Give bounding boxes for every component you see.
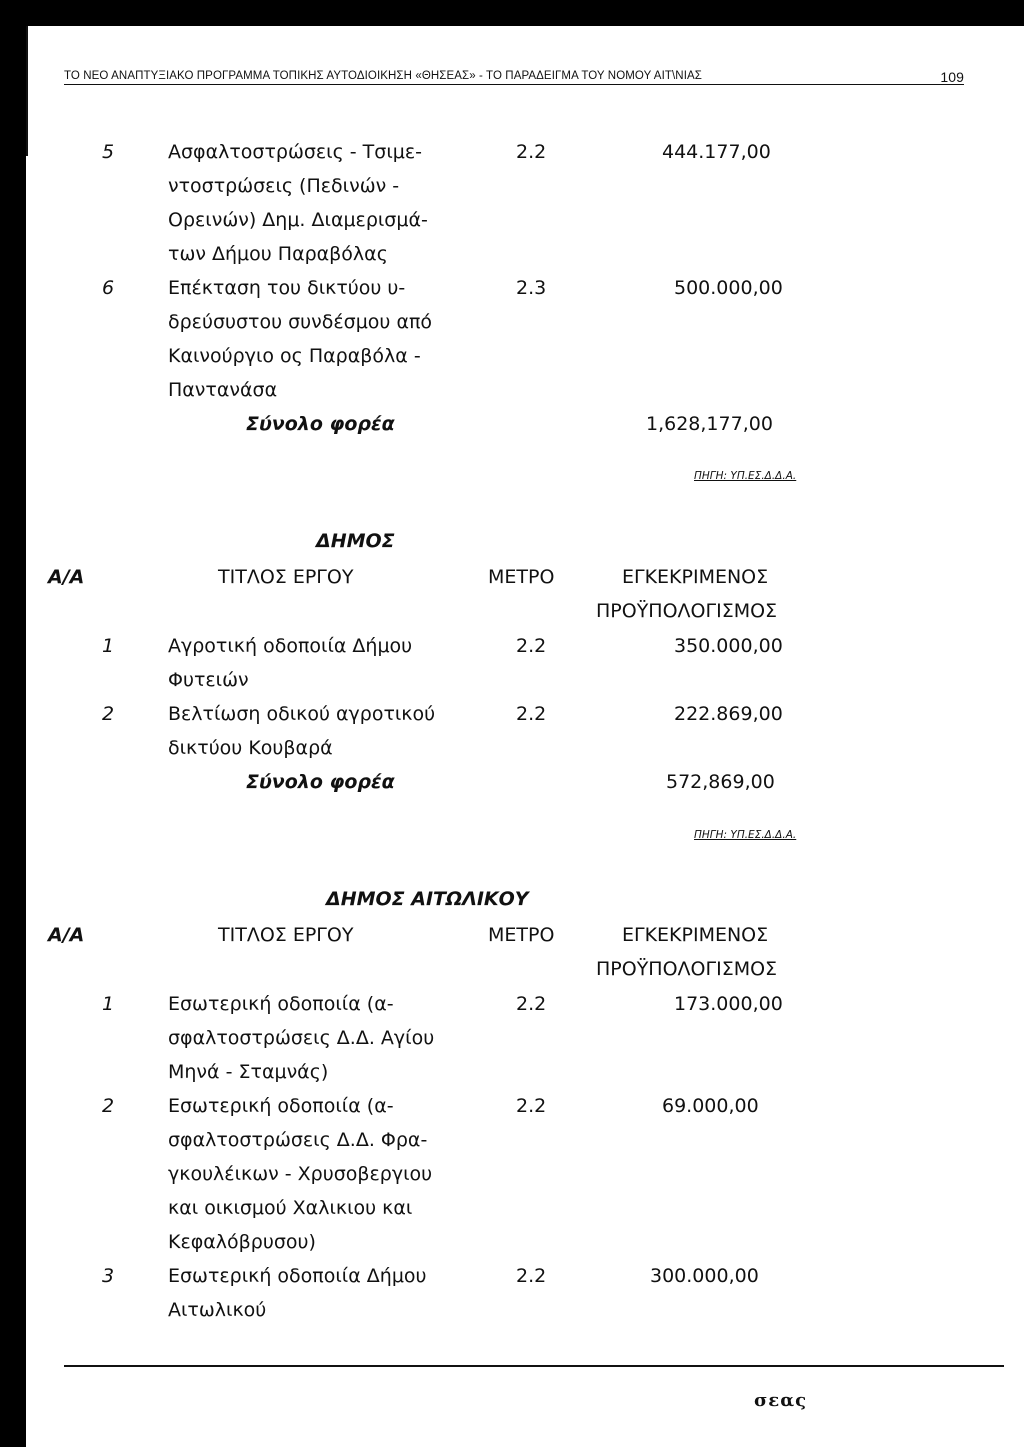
project-title-line: Ασφαλτοστρώσεις - Τσιμε- bbox=[168, 141, 422, 163]
row-number: 2 bbox=[102, 703, 115, 725]
metro-value: 2.2 bbox=[516, 141, 547, 163]
total-label: Σύνολο φορέα bbox=[246, 413, 395, 435]
project-title-line: Παντανάσα bbox=[168, 379, 278, 401]
row-number: 1 bbox=[102, 993, 115, 1015]
margin-rule bbox=[26, 26, 28, 156]
project-title-line: Βελτίωση οδικού αγροτικού bbox=[168, 703, 436, 725]
column-header-title: ΤΙΤΛΟΣ ΕΡΓΟΥ bbox=[218, 924, 354, 946]
column-header-title: ΤΙΤΛΟΣ ΕΡΓΟΥ bbox=[218, 566, 354, 588]
metro-value: 2.2 bbox=[516, 635, 547, 657]
column-header-aa: Α/Α bbox=[48, 924, 85, 946]
budget-amount: 350.000,00 bbox=[674, 635, 783, 657]
source-note: ΠΗΓΗ: ΥΠ.ΕΣ.Δ.Δ.Α. bbox=[694, 829, 797, 841]
project-title-line: γκουλέικων - Χρυσοβεργιου bbox=[168, 1163, 433, 1185]
project-title-line: και οικισμού Χαλικιου και bbox=[168, 1197, 413, 1219]
row-number: 2 bbox=[102, 1095, 115, 1117]
total-label: Σύνολο φορέα bbox=[246, 771, 395, 793]
metro-value: 2.3 bbox=[516, 277, 547, 299]
column-header-budget-2: ΠΡΟΫΠΟΛΟΓΙΣΜΟΣ bbox=[596, 958, 778, 980]
project-title-line: Επέκταση του δικτύου υ- bbox=[168, 277, 406, 299]
column-header-budget-2: ΠΡΟΫΠΟΛΟΓΙΣΜΟΣ bbox=[596, 600, 778, 622]
publisher-logo: σεας bbox=[754, 1390, 808, 1411]
column-header-budget: ΕΓΚΕΚΡΙΜΕΝΟΣ bbox=[622, 566, 769, 588]
project-title-line: Αγροτική οδοποιία Δήμου bbox=[168, 635, 413, 657]
project-title-line: Καινούργιο ος Παραβόλα - bbox=[168, 345, 421, 367]
document-page bbox=[26, 26, 1024, 1447]
section-heading: ΔΗΜΟΣ ΑΙΤΩΛΙΚΟΥ bbox=[326, 888, 529, 910]
project-title-line: Ορεινών) Δημ. Διαμερισμά- bbox=[168, 209, 428, 231]
footer-rule bbox=[64, 1365, 1004, 1367]
project-title-line: δικτύου Κουβαρά bbox=[168, 737, 333, 759]
budget-amount: 300.000,00 bbox=[650, 1265, 759, 1287]
project-title-line: Φυτειών bbox=[168, 669, 249, 691]
column-header-metro: ΜΕΤΡΟ bbox=[488, 924, 555, 946]
section-heading: ΔΗΜΟΣ bbox=[316, 530, 395, 552]
project-title-line: Εσωτερική οδοποιία (α- bbox=[168, 1095, 394, 1117]
metro-value: 2.2 bbox=[516, 703, 547, 725]
header-title: ΤΟ ΝΕΟ ΑΝΑΠΤΥΞΙΑΚΟ ΠΡΟΓΡΑΜΜΑ ΤΟΠΙΚΗΣ ΑΥΤΟΔΙΟΙΚΗΣΗ «ΘΗΣΕΑΣ» - ΤΟ ΠΑΡΑΔΕΙΓΜΑ ΤΟΥ ΝΟΜΟΥ ΑΙΤ\ΝΙΑΣ bbox=[64, 70, 702, 82]
budget-amount: 444.177,00 bbox=[662, 141, 771, 163]
budget-amount: 173.000,00 bbox=[674, 993, 783, 1015]
project-title-line: Αιτωλικού bbox=[168, 1299, 267, 1321]
page-number: 109 bbox=[940, 69, 964, 85]
total-amount: 1,628,177,00 bbox=[646, 413, 773, 435]
running-header bbox=[64, 70, 964, 85]
row-number: 5 bbox=[102, 141, 115, 163]
budget-amount: 222.869,00 bbox=[674, 703, 783, 725]
project-title-line: των Δήμου Παραβόλας bbox=[168, 243, 388, 265]
metro-value: 2.2 bbox=[516, 1095, 547, 1117]
column-header-aa: Α/Α bbox=[48, 566, 85, 588]
project-title-line: Μηνά - Σταμνάς) bbox=[168, 1061, 329, 1083]
budget-amount: 69.000,00 bbox=[662, 1095, 759, 1117]
row-number: 3 bbox=[102, 1265, 115, 1287]
project-title-line: σφαλτοστρώσεις Δ.Δ. Αγίου bbox=[168, 1027, 435, 1049]
budget-amount: 500.000,00 bbox=[674, 277, 783, 299]
total-amount: 572,869,00 bbox=[666, 771, 775, 793]
project-title-line: Εσωτερική οδοποιία (α- bbox=[168, 993, 394, 1015]
project-title-line: Εσωτερική οδοποιία Δήμου bbox=[168, 1265, 427, 1287]
row-number: 1 bbox=[102, 635, 115, 657]
source-note: ΠΗΓΗ: ΥΠ.ΕΣ.Δ.Δ.Α. bbox=[694, 470, 797, 482]
column-header-budget: ΕΓΚΕΚΡΙΜΕΝΟΣ bbox=[622, 924, 769, 946]
project-title-line: δρεύσυστου συνδέσμου από bbox=[168, 311, 433, 333]
metro-value: 2.2 bbox=[516, 993, 547, 1015]
project-title-line: σφαλτοστρώσεις Δ.Δ. Φρα- bbox=[168, 1129, 428, 1151]
column-header-metro: ΜΕΤΡΟ bbox=[488, 566, 555, 588]
project-title-line: ντοστρώσεις (Πεδινών - bbox=[168, 175, 400, 197]
project-title-line: Κεφαλόβρυσου) bbox=[168, 1231, 316, 1253]
row-number: 6 bbox=[102, 277, 115, 299]
metro-value: 2.2 bbox=[516, 1265, 547, 1287]
